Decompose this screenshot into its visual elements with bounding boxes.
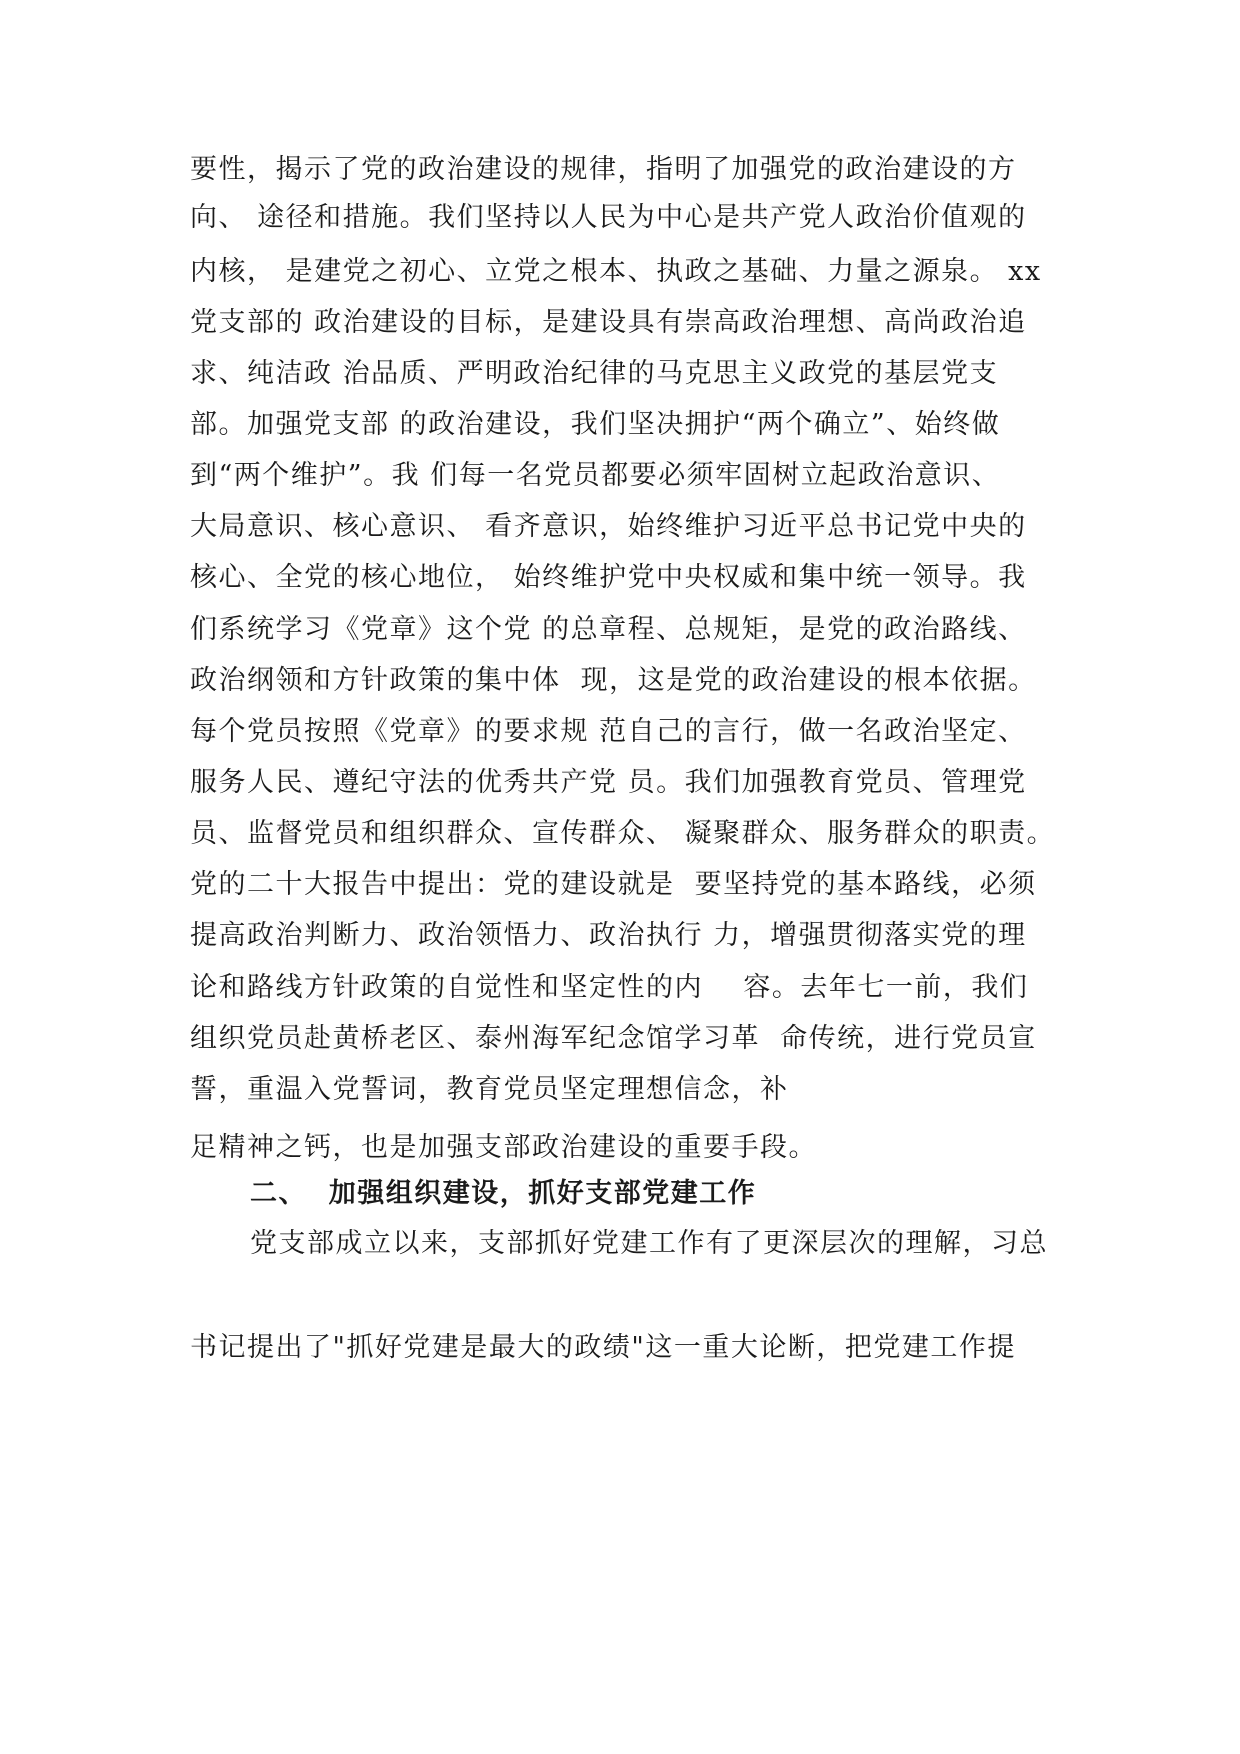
text-line: 论和路线方针政策的自觉性和坚定性的内 容。去年七一前，我们 (190, 972, 1029, 1003)
text-line: 部。加强党支部 的政治建设，我们坚决拥护“两个确立”、始终做 (190, 409, 1001, 440)
text-line: 向、 途径和措施。我们坚持以人民为中心是共产党人政治价值观的 (190, 202, 1027, 233)
text-line: 服务人民、遵纪守法的优秀共产党 员。我们加强教育党员、管理党 (190, 767, 1027, 798)
text-line: 党支部的 政治建设的目标，是建设具有崇高政治理想、高尚政治追 (190, 307, 1027, 338)
text-line: 要性，揭示了党的政治建设的规律，指明了加强党的政治建设的方 (190, 154, 1017, 185)
text-line: 们系统学习《党章》这个党 的总章程、总规矩，是党的政治路线、 (190, 614, 1027, 645)
text-line: 党的二十大报告中提出：党的建设就是 要坚持党的基本路线，必须 (190, 869, 1037, 900)
text-line: 誓，重温入党誓词，教育党员坚定理想信念，补 (190, 1074, 789, 1105)
paragraph-end-line: 足精神之钙，也是加强支部政治建设的重要手段。 (190, 1132, 817, 1163)
text-line: 到“两个维护”。我 们每一名党员都要必须牢固树立起政治意识、 (190, 460, 1001, 491)
text-line: 提高政治判断力、政治领悟力、政治执行 力，增强贯彻落实党的理 (190, 920, 1027, 951)
text-line: 政治纲领和方针政策的集中体 现，这是党的政治建设的根本依据。 (190, 665, 1037, 696)
text-line: 员、监督党员和组织群众、宣传群众、 凝聚群众、服务群众的职责。 (190, 818, 1056, 849)
paragraph-first-line: 党支部成立以来，支部抓好党建工作有了更深层次的理解，习总 (250, 1228, 1048, 1259)
text-line: 书记提出了"抓好党建是最大的政绩"这一重大论断，把党建工作提 (190, 1332, 1016, 1363)
text-line: 组织党员赴黄桥老区、泰州海军纪念馆学习革 命传统，进行党员宣 (190, 1023, 1037, 1054)
text-line: 内核， 是建党之初心、立党之根本、执政之基础、力量之源泉。 xx (190, 256, 1042, 287)
text-line: 求、纯洁政 治品质、严明政治纪律的马克思主义政党的基层党支 (190, 358, 999, 389)
text-line: 每个党员按照《党章》的要求规 范自己的言行，做一名政治坚定、 (190, 716, 1027, 747)
text-line: 大局意识、核心意识、 看齐意识，始终维护习近平总书记党中央的 (190, 511, 1027, 542)
section-heading: 二、 加强组织建设，抓好支部党建工作 (250, 1178, 757, 1209)
text-line: 核心、全党的核心地位， 始终维护党中央权威和集中统一领导。我 (190, 562, 1027, 593)
